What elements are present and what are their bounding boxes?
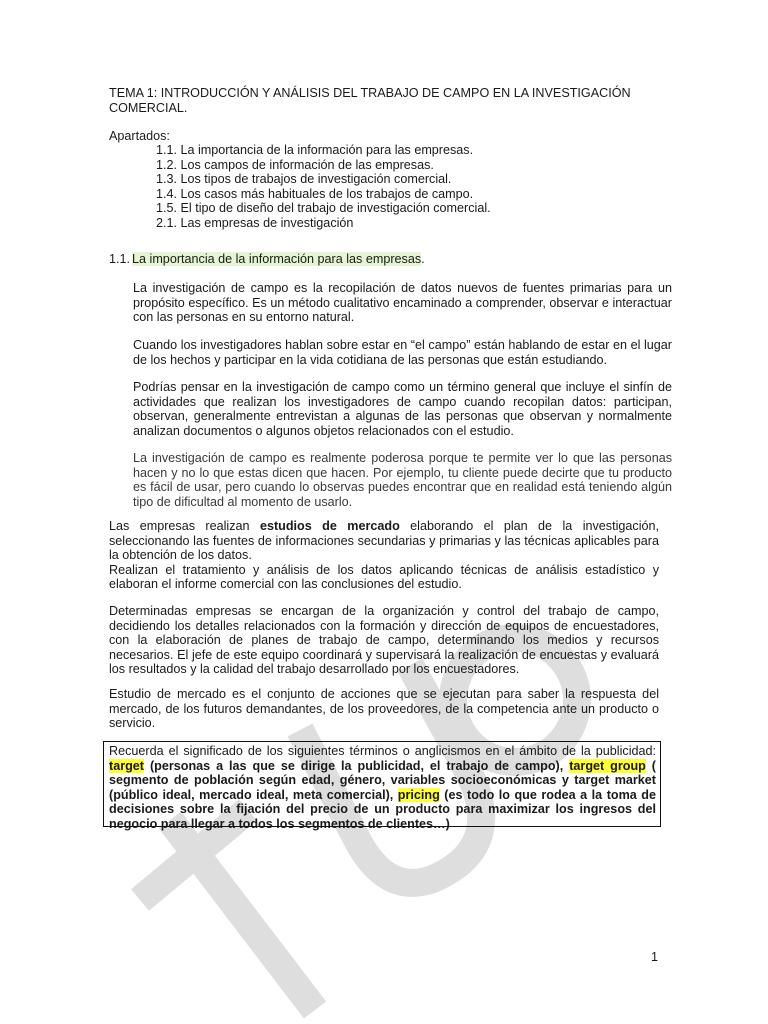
glossary-def: ( segmento de población según edad, género, variables socioeconómicas y target market (público ideal, mercado ideal, meta comercial), (109, 758, 656, 802)
paragraph-definition: La investigación de campo es la recopilación de datos nuevos de fuentes primarias para un propósito específico. Es un método cualitativo encaminado a comprender, observar e interactuar con las personas en su entorno natural. (133, 281, 672, 324)
apartado-item: 1.1. La importancia de la información para las empresas. (156, 143, 474, 157)
paragraph-el-campo: Cuando los investigadores hablan sobre estar en “el campo” están hablando de estar en el lugar de los hechos y participar en la vida cotidiana de las personas que están estudiando. (133, 338, 672, 367)
apartado-item: 1.2. Los campos de información de las empresas. (156, 157, 434, 172)
apartado-item: 1.3. Los tipos de trabajos de investigación comercial. (156, 172, 452, 186)
glossary-term-target: target (109, 758, 144, 773)
section-heading (109, 252, 425, 267)
apartado-item: 1.5. El tipo de diseño del trabajo de investigación comercial. (156, 201, 491, 215)
section-number: 1.1. (109, 252, 131, 266)
glossary-intro: Recuerda el significado de los siguientes términos o anglicismos en el ámbito de la publicidad: (109, 744, 656, 758)
section-heading-end: . (421, 252, 425, 266)
bold-term: estudios de mercado (259, 519, 400, 533)
glossary-box (103, 741, 661, 831)
glossary-def: (personas a las que se dirige la publicidad, el trabajo de campo), (144, 758, 570, 773)
glossary-term-target-group: target group (569, 758, 646, 773)
paragraph-estudio-mercado-def: Estudio de mercado es el conjunto de acciones que se ejecutan para saber la respuesta del mercado, de los futuros demandantes, de los proveedores, de la competencia ante un producto o servicio. (109, 687, 659, 730)
apartados-label: Apartados: (109, 129, 170, 143)
paragraph-poderosa: La investigación de campo es realmente poderosa porque te permite ver lo que las personas hacen y no lo que estas dicen que hacen. Por ejemplo, tu cliente puede decirte que tu producto es fácil de usar, pero cuando lo observas puedes encontrar que en realidad está teniendo algún tipo de dificultad al momento de usarlo. (133, 451, 672, 509)
apartado-item: 2.1. Las empresas de investigación (156, 215, 354, 230)
glossary-term-pricing: pricing (397, 787, 440, 802)
paragraph-organizacion: Determinadas empresas se encargan de la organización y control del trabajo de campo, decidiendo los detalles relacionados con la formación y dirección de equipos de encuestadores, con la elaboración de planes de trabajo de campo, determinando los medios y recursos necesarios. El jefe de este equipo coordinará y supervisará la realización de encuestas y evaluará los resultados y la calidad del trabajo desarrollado por los encuestadores. (109, 604, 659, 676)
paragraph-estudios-mercado (109, 519, 659, 592)
text: Las empresas realizan (109, 519, 260, 533)
page-number: 1 (651, 950, 659, 964)
text: Realizan el tratamiento y análisis de los datos aplicando técnicas de análisis estadístico y elaboran el informe comercial con las conclusiones del estudio. (109, 562, 659, 591)
glossary-def: (es todo lo que rodea a la toma de decisiones sobre la fijación del precio de un producto para maximizar los ingresos del negocio para llegar a todos los segmentos de clientes…) (109, 787, 656, 831)
document-title: TEMA 1: INTRODUCCIÓN Y ANÁLISIS DEL TRABAJO DE CAMPO EN LA INVESTIGACIÓN COMERCIAL. (109, 86, 631, 115)
apartados-list (156, 143, 491, 230)
text: elaborando el plan de la investigación, seleccionando las fuentes de informaciones secundarias y primarias y las técnicas aplicables para la obtención de los datos. (109, 519, 660, 562)
apartado-item: 1.4. Los casos más habituales de los trabajos de campo. (156, 186, 474, 201)
paragraph-termino-general: Podrías pensar en la investigación de campo como un término general que incluye el sinfín de actividades que realizan los investigadores de campo cuando recopilan datos: participan, observan, generalmente entrevistan a algunas de las personas que observan y normalmente analizan documentos o algunos objetos relacionados con el estudio. (133, 380, 672, 438)
section-heading-text: La importancia de la información para las empresas (132, 252, 422, 266)
